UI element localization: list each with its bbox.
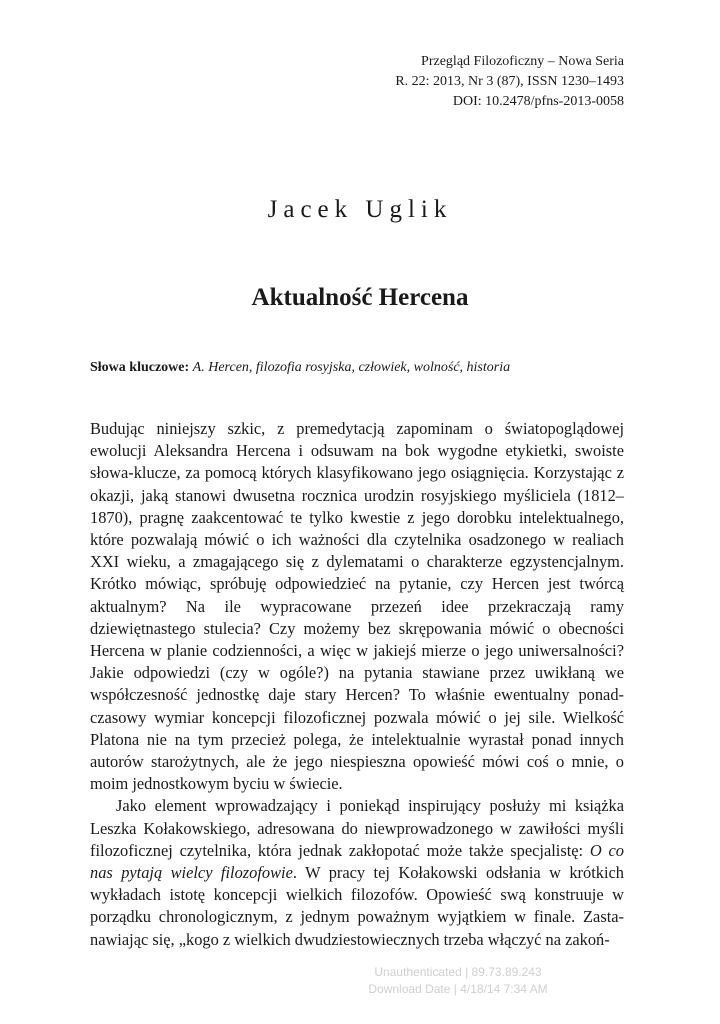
journal-doi: DOI: 10.2478/pfns-2013-0058 bbox=[452, 94, 624, 109]
book-title-italic: O co nas pytają wielcy filozofowie bbox=[90, 840, 624, 883]
paragraph-2-text-start: Jako element wprowadzający i poniekąd inspirujący posłuży mi książka Leszka Kołakowskiego, adresowana do niewprowadzonego w zawiłości myśli filozoficznej czytelnika, która jednak zakłopotać może także specjalistę: bbox=[90, 796, 624, 860]
watermark-date-line: Download Date | 4/18/14 7:34 AM bbox=[368, 982, 548, 996]
journal-volume: R. 22: 2013, Nr 3 (87), ISSN 1230–1493 bbox=[395, 74, 624, 89]
body-paragraph-1: Budując niniejszy szkic, z premedytacją zapominam o światopoglądowej ewolucji Aleksandra Hercena i odsuwam na bok wygodne etykietki, swoiste słowa-klucze, za pomocą których klasyfikowano jego osiągnięcia. Korzystając z okazji, jaką stanowi dwusetna rocznica urodzin rosyjskiego myśliciela (1812–1870), pragnę zaakcentować te tylko kwestie z jego dorobku intelektualnego, które pozwalają mówić o ich ważności dla czytelnika osadzonego w realiach XXI wieku, a zmagającego się z dylematami o charakterze egzystencjalnym. Krótko mówiąc, spróbuję odpowiedzieć na pytanie, czy Hercen jest twórcą aktualnym? Na ile wypracowane przezeń idee przekraczają ramy dziewiętnastego stulecia? Czy możemy bez skrępowania mówić o obecności Hercena w planie codzienności, a więc w jakiejś mierze o jego uniwersalności? Jakie odpowiedzi (czy w ogóle?) na pytania stawiane przez uwikłaną we współczesność jednostkę daje stary Hercen? To właśnie ewentualny ponadczasowy wymiar koncepcji filozoficznej pozwala mówić o jej sile. Wielkość Platona nie na tym przecież polega, że intelektualnie wyrastał ponad innych autorów starożytnych, ale że jego niespieszna opowieść mówi coś o mnie, o moim jednostkowym byciu w świecie. bbox=[90, 419, 624, 794]
keywords-label: Słowa kluczowe: bbox=[90, 360, 190, 375]
journal-header bbox=[395, 52, 624, 112]
keywords-values: A. Hercen, filozofia rosyjska, człowiek, wolność, historia bbox=[192, 360, 511, 375]
article-author: Jacek Uglik bbox=[267, 196, 453, 223]
journal-name: Przegląd Filozoficzny – Nowa Seria bbox=[421, 54, 624, 69]
body-paragraph-2 bbox=[90, 795, 624, 950]
paragraph-2-text-end: . W pracy tej Kołakowski odsłania w krótkich wykładach istotę koncepcji wielkich filozofów. Opowieść swą konstruuje w porządku chronologicznym, z jednym poważnym wyjątkiem w finale. Zastanawiając się, „kogo z wielkich dwudziestowiecznych trzeba włączyć na zakoń- bbox=[90, 863, 624, 949]
watermark-auth-line: Unauthenticated | 89.73.89.243 bbox=[374, 965, 542, 979]
article-body bbox=[90, 418, 624, 951]
download-watermark bbox=[0, 964, 720, 998]
keywords-line bbox=[90, 358, 624, 378]
article-title: Aktualność Hercena bbox=[251, 284, 469, 311]
